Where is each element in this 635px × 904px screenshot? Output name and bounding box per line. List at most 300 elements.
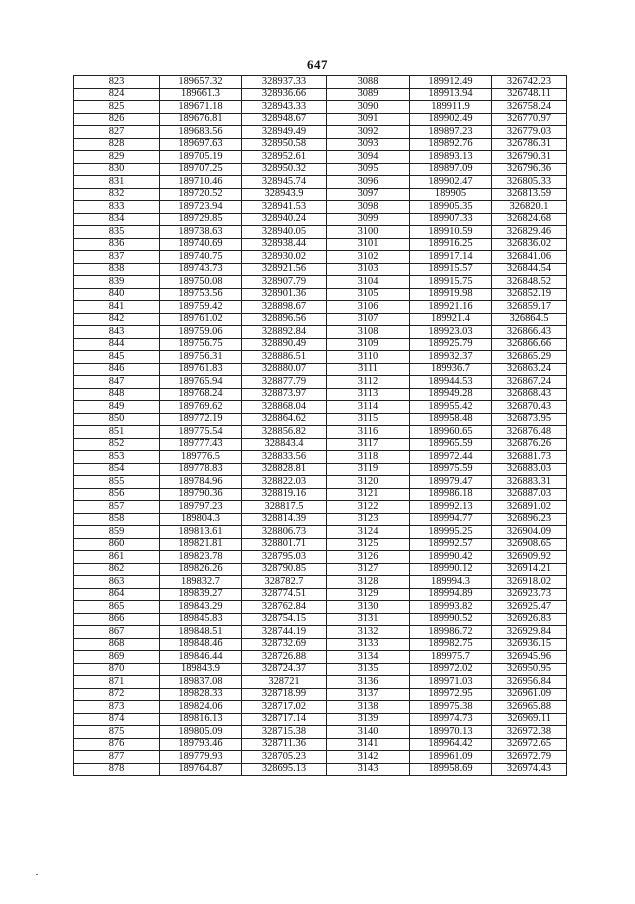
table-row	[74, 551, 567, 564]
y-coordinate-left-cell: 328762.84	[242, 601, 327, 614]
table-row	[74, 451, 567, 464]
y-coordinate-left-cell: 328782.7	[242, 576, 327, 589]
x-coordinate-left-cell: 189740.69	[160, 238, 242, 251]
point-number-right-cell: 3120	[327, 476, 410, 489]
x-coordinate-right-cell: 189975.59	[410, 463, 492, 476]
table-row	[74, 513, 567, 526]
x-coordinate-right-cell: 189990.42	[410, 551, 492, 564]
table-row	[74, 188, 567, 201]
point-number-left-cell: 839	[74, 276, 160, 289]
y-coordinate-left-cell: 328724.37	[242, 663, 327, 676]
y-coordinate-left-cell: 328717.02	[242, 701, 327, 714]
point-number-left-cell: 869	[74, 651, 160, 664]
point-number-left-cell: 860	[74, 538, 160, 551]
x-coordinate-left-cell: 189777.43	[160, 438, 242, 451]
table-row	[74, 438, 567, 451]
point-number-right-cell: 3111	[327, 363, 410, 376]
x-coordinate-left-cell: 189821.81	[160, 538, 242, 551]
x-coordinate-right-cell: 189897.09	[410, 163, 492, 176]
x-coordinate-right-cell: 189916.25	[410, 238, 492, 251]
x-coordinate-left-cell: 189804.3	[160, 513, 242, 526]
y-coordinate-right-cell: 326961.09	[492, 688, 567, 701]
y-coordinate-left-cell: 328945.74	[242, 176, 327, 189]
point-number-right-cell: 3131	[327, 613, 410, 626]
x-coordinate-left-cell: 189848.46	[160, 638, 242, 651]
x-coordinate-right-cell: 189974.73	[410, 713, 492, 726]
table-row	[74, 538, 567, 551]
x-coordinate-left-cell: 189837.08	[160, 676, 242, 689]
y-coordinate-left-cell: 328864.62	[242, 413, 327, 426]
point-number-left-cell: 833	[74, 201, 160, 214]
x-coordinate-right-cell: 189982.75	[410, 638, 492, 651]
x-coordinate-right-cell: 189925.79	[410, 338, 492, 351]
x-coordinate-left-cell: 189705.19	[160, 151, 242, 164]
x-coordinate-right-cell: 189905.35	[410, 201, 492, 214]
x-coordinate-right-cell: 189936.7	[410, 363, 492, 376]
point-number-left-cell: 854	[74, 463, 160, 476]
y-coordinate-right-cell: 326790.31	[492, 151, 567, 164]
x-coordinate-right-cell: 189972.95	[410, 688, 492, 701]
point-number-left-cell: 863	[74, 576, 160, 589]
y-coordinate-left-cell: 328754.15	[242, 613, 327, 626]
y-coordinate-left-cell: 328726.88	[242, 651, 327, 664]
point-number-left-cell: 855	[74, 476, 160, 489]
y-coordinate-right-cell: 326805.33	[492, 176, 567, 189]
x-coordinate-right-cell: 189994.3	[410, 576, 492, 589]
point-number-right-cell: 3096	[327, 176, 410, 189]
y-coordinate-right-cell: 326974.43	[492, 763, 567, 776]
table-row	[74, 376, 567, 389]
table-row	[74, 176, 567, 189]
point-number-right-cell: 3097	[327, 188, 410, 201]
y-coordinate-right-cell: 326841.06	[492, 251, 567, 264]
y-coordinate-right-cell: 326891.02	[492, 501, 567, 514]
y-coordinate-left-cell: 328806.73	[242, 526, 327, 539]
point-number-left-cell: 832	[74, 188, 160, 201]
table-row	[74, 301, 567, 314]
point-number-right-cell: 3126	[327, 551, 410, 564]
x-coordinate-left-cell: 189805.09	[160, 726, 242, 739]
x-coordinate-right-cell: 189986.72	[410, 626, 492, 639]
point-number-left-cell: 852	[74, 438, 160, 451]
table-row	[74, 526, 567, 539]
y-coordinate-right-cell: 326836.02	[492, 238, 567, 251]
y-coordinate-left-cell: 328868.04	[242, 401, 327, 414]
point-number-right-cell: 3122	[327, 501, 410, 514]
point-number-left-cell: 861	[74, 551, 160, 564]
point-number-right-cell: 3098	[327, 201, 410, 214]
point-number-left-cell: 843	[74, 326, 160, 339]
point-number-left-cell: 878	[74, 763, 160, 776]
y-coordinate-right-cell: 326866.43	[492, 326, 567, 339]
table-row	[74, 601, 567, 614]
x-coordinate-right-cell: 189892.76	[410, 138, 492, 151]
point-number-left-cell: 823	[74, 76, 160, 89]
x-coordinate-left-cell: 189832.7	[160, 576, 242, 589]
point-number-right-cell: 3119	[327, 463, 410, 476]
x-coordinate-left-cell: 189729.85	[160, 213, 242, 226]
point-number-left-cell: 866	[74, 613, 160, 626]
point-number-right-cell: 3124	[327, 526, 410, 539]
x-coordinate-right-cell: 189905	[410, 188, 492, 201]
x-coordinate-left-cell: 189750.08	[160, 276, 242, 289]
point-number-right-cell: 3127	[327, 563, 410, 576]
x-coordinate-left-cell: 189720.52	[160, 188, 242, 201]
x-coordinate-right-cell: 189971.03	[410, 676, 492, 689]
y-coordinate-left-cell: 328877.79	[242, 376, 327, 389]
table-row	[74, 563, 567, 576]
x-coordinate-right-cell: 189972.02	[410, 663, 492, 676]
point-number-right-cell: 3094	[327, 151, 410, 164]
y-coordinate-right-cell: 326896.23	[492, 513, 567, 526]
point-number-right-cell: 3135	[327, 663, 410, 676]
y-coordinate-left-cell: 328695.13	[242, 763, 327, 776]
y-coordinate-left-cell: 328715.38	[242, 726, 327, 739]
x-coordinate-left-cell: 189657.32	[160, 76, 242, 89]
y-coordinate-right-cell: 326866.66	[492, 338, 567, 351]
y-coordinate-right-cell: 326867.24	[492, 376, 567, 389]
y-coordinate-right-cell: 326824.68	[492, 213, 567, 226]
point-number-right-cell: 3110	[327, 351, 410, 364]
x-coordinate-right-cell: 189965.59	[410, 438, 492, 451]
point-number-left-cell: 840	[74, 288, 160, 301]
y-coordinate-right-cell: 326742.23	[492, 76, 567, 89]
point-number-right-cell: 3132	[327, 626, 410, 639]
x-coordinate-left-cell: 189759.06	[160, 326, 242, 339]
y-coordinate-right-cell: 326965.88	[492, 701, 567, 714]
scan-speck	[36, 874, 38, 875]
point-number-left-cell: 834	[74, 213, 160, 226]
table-row	[74, 276, 567, 289]
x-coordinate-left-cell: 189768.24	[160, 388, 242, 401]
point-number-left-cell: 835	[74, 226, 160, 239]
point-number-left-cell: 868	[74, 638, 160, 651]
point-number-right-cell: 3103	[327, 263, 410, 276]
y-coordinate-right-cell: 326908.65	[492, 538, 567, 551]
y-coordinate-right-cell: 326914.21	[492, 563, 567, 576]
x-coordinate-right-cell: 189975.7	[410, 651, 492, 664]
y-coordinate-left-cell: 328937.33	[242, 76, 327, 89]
x-coordinate-right-cell: 189993.82	[410, 601, 492, 614]
y-coordinate-left-cell: 328744.19	[242, 626, 327, 639]
x-coordinate-right-cell: 189902.47	[410, 176, 492, 189]
y-coordinate-left-cell: 328801.71	[242, 538, 327, 551]
y-coordinate-right-cell: 326972.79	[492, 751, 567, 764]
x-coordinate-left-cell: 189775.54	[160, 426, 242, 439]
x-coordinate-right-cell: 189944.53	[410, 376, 492, 389]
x-coordinate-left-cell: 189753.56	[160, 288, 242, 301]
table-row	[74, 638, 567, 651]
table-row	[74, 413, 567, 426]
y-coordinate-right-cell: 326863.24	[492, 363, 567, 376]
point-number-right-cell: 3129	[327, 588, 410, 601]
y-coordinate-right-cell: 326873.95	[492, 413, 567, 426]
point-number-left-cell: 825	[74, 101, 160, 114]
point-number-right-cell: 3088	[327, 76, 410, 89]
y-coordinate-left-cell: 328814.39	[242, 513, 327, 526]
point-number-right-cell: 3114	[327, 401, 410, 414]
table-row	[74, 588, 567, 601]
x-coordinate-right-cell: 189913.94	[410, 88, 492, 101]
point-number-left-cell: 826	[74, 113, 160, 126]
point-number-left-cell: 864	[74, 588, 160, 601]
point-number-left-cell: 841	[74, 301, 160, 314]
y-coordinate-left-cell: 328940.05	[242, 226, 327, 239]
table-row	[74, 663, 567, 676]
table-row	[74, 676, 567, 689]
point-number-right-cell: 3109	[327, 338, 410, 351]
x-coordinate-right-cell: 189911.9	[410, 101, 492, 114]
table-row	[74, 463, 567, 476]
y-coordinate-right-cell: 326865.29	[492, 351, 567, 364]
x-coordinate-left-cell: 189778.83	[160, 463, 242, 476]
point-number-right-cell: 3106	[327, 301, 410, 314]
y-coordinate-left-cell: 328921.56	[242, 263, 327, 276]
point-number-left-cell: 874	[74, 713, 160, 726]
y-coordinate-left-cell: 328952.61	[242, 151, 327, 164]
point-number-right-cell: 3125	[327, 538, 410, 551]
x-coordinate-left-cell: 189707.25	[160, 163, 242, 176]
x-coordinate-right-cell: 189979.47	[410, 476, 492, 489]
point-number-right-cell: 3133	[327, 638, 410, 651]
y-coordinate-left-cell: 328828.81	[242, 463, 327, 476]
x-coordinate-right-cell: 189994.77	[410, 513, 492, 526]
point-number-left-cell: 850	[74, 413, 160, 426]
y-coordinate-right-cell: 326820.1	[492, 201, 567, 214]
x-coordinate-left-cell: 189756.75	[160, 338, 242, 351]
x-coordinate-left-cell: 189743.73	[160, 263, 242, 276]
point-number-left-cell: 846	[74, 363, 160, 376]
table-row	[74, 238, 567, 251]
y-coordinate-right-cell: 326972.65	[492, 738, 567, 751]
point-number-left-cell: 842	[74, 313, 160, 326]
point-number-left-cell: 847	[74, 376, 160, 389]
y-coordinate-left-cell: 328938.44	[242, 238, 327, 251]
point-number-right-cell: 3089	[327, 88, 410, 101]
y-coordinate-right-cell: 326972.38	[492, 726, 567, 739]
y-coordinate-right-cell: 326844.54	[492, 263, 567, 276]
x-coordinate-right-cell: 189992.13	[410, 501, 492, 514]
x-coordinate-right-cell: 189992.57	[410, 538, 492, 551]
table-row	[74, 763, 567, 776]
x-coordinate-left-cell: 189790.36	[160, 488, 242, 501]
point-number-left-cell: 875	[74, 726, 160, 739]
point-number-left-cell: 856	[74, 488, 160, 501]
x-coordinate-left-cell: 189765.94	[160, 376, 242, 389]
x-coordinate-right-cell: 189902.49	[410, 113, 492, 126]
x-coordinate-left-cell: 189839.27	[160, 588, 242, 601]
point-number-left-cell: 853	[74, 451, 160, 464]
y-coordinate-left-cell: 328774.51	[242, 588, 327, 601]
y-coordinate-left-cell: 328732.69	[242, 638, 327, 651]
y-coordinate-left-cell: 328949.49	[242, 126, 327, 139]
x-coordinate-left-cell: 189813.61	[160, 526, 242, 539]
x-coordinate-right-cell: 189958.48	[410, 413, 492, 426]
x-coordinate-left-cell: 189683.56	[160, 126, 242, 139]
table-row	[74, 726, 567, 739]
point-number-right-cell: 3136	[327, 676, 410, 689]
x-coordinate-right-cell: 189915.75	[410, 276, 492, 289]
y-coordinate-right-cell: 326904.09	[492, 526, 567, 539]
y-coordinate-left-cell: 328711.36	[242, 738, 327, 751]
table-row	[74, 226, 567, 239]
x-coordinate-right-cell: 189995.25	[410, 526, 492, 539]
point-number-right-cell: 3090	[327, 101, 410, 114]
table-row	[74, 213, 567, 226]
point-number-right-cell: 3102	[327, 251, 410, 264]
y-coordinate-right-cell: 326887.03	[492, 488, 567, 501]
x-coordinate-right-cell: 189990.52	[410, 613, 492, 626]
y-coordinate-left-cell: 328790.85	[242, 563, 327, 576]
table-row	[74, 201, 567, 214]
table-row	[74, 501, 567, 514]
table-row	[74, 263, 567, 276]
x-coordinate-left-cell: 189740.75	[160, 251, 242, 264]
point-number-right-cell: 3142	[327, 751, 410, 764]
x-coordinate-right-cell: 189990.12	[410, 563, 492, 576]
x-coordinate-right-cell: 189921.4	[410, 313, 492, 326]
x-coordinate-right-cell: 189893.13	[410, 151, 492, 164]
y-coordinate-left-cell: 328833.56	[242, 451, 327, 464]
x-coordinate-right-cell: 189915.57	[410, 263, 492, 276]
point-number-right-cell: 3138	[327, 701, 410, 714]
y-coordinate-left-cell: 328943.33	[242, 101, 327, 114]
y-coordinate-right-cell: 326770.97	[492, 113, 567, 126]
point-number-right-cell: 3128	[327, 576, 410, 589]
y-coordinate-right-cell: 326813.59	[492, 188, 567, 201]
table-row	[74, 113, 567, 126]
x-coordinate-right-cell: 189975.38	[410, 701, 492, 714]
y-coordinate-right-cell: 326852.19	[492, 288, 567, 301]
y-coordinate-left-cell: 328795.03	[242, 551, 327, 564]
x-coordinate-left-cell: 189723.94	[160, 201, 242, 214]
x-coordinate-left-cell: 189797.23	[160, 501, 242, 514]
point-number-left-cell: 836	[74, 238, 160, 251]
point-number-right-cell: 3116	[327, 426, 410, 439]
y-coordinate-right-cell: 326868.43	[492, 388, 567, 401]
y-coordinate-left-cell: 328817.5	[242, 501, 327, 514]
y-coordinate-left-cell: 328948.67	[242, 113, 327, 126]
x-coordinate-right-cell: 189970.13	[410, 726, 492, 739]
table-row	[74, 476, 567, 489]
x-coordinate-left-cell: 189764.87	[160, 763, 242, 776]
table-row	[74, 288, 567, 301]
y-coordinate-right-cell: 326748.11	[492, 88, 567, 101]
point-number-left-cell: 859	[74, 526, 160, 539]
x-coordinate-right-cell: 189917.14	[410, 251, 492, 264]
x-coordinate-right-cell: 189961.09	[410, 751, 492, 764]
point-number-right-cell: 3140	[327, 726, 410, 739]
table-row	[74, 688, 567, 701]
y-coordinate-right-cell: 326876.26	[492, 438, 567, 451]
point-number-right-cell: 3095	[327, 163, 410, 176]
point-number-left-cell: 824	[74, 88, 160, 101]
point-number-left-cell: 827	[74, 126, 160, 139]
y-coordinate-left-cell: 328822.03	[242, 476, 327, 489]
y-coordinate-right-cell: 326883.31	[492, 476, 567, 489]
point-number-left-cell: 851	[74, 426, 160, 439]
x-coordinate-left-cell: 189816.13	[160, 713, 242, 726]
x-coordinate-left-cell: 189846.44	[160, 651, 242, 664]
x-coordinate-left-cell: 189824.06	[160, 701, 242, 714]
x-coordinate-left-cell: 189779.93	[160, 751, 242, 764]
y-coordinate-left-cell: 328936.66	[242, 88, 327, 101]
table-row	[74, 326, 567, 339]
point-number-left-cell: 848	[74, 388, 160, 401]
x-coordinate-right-cell: 189932.37	[410, 351, 492, 364]
y-coordinate-right-cell: 326779.03	[492, 126, 567, 139]
y-coordinate-right-cell: 326870.43	[492, 401, 567, 414]
y-coordinate-right-cell: 326918.02	[492, 576, 567, 589]
point-number-left-cell: 845	[74, 351, 160, 364]
x-coordinate-right-cell: 189986.18	[410, 488, 492, 501]
x-coordinate-right-cell: 189912.49	[410, 76, 492, 89]
y-coordinate-right-cell: 326829.46	[492, 226, 567, 239]
table-row	[74, 163, 567, 176]
table-row	[74, 751, 567, 764]
table-row	[74, 576, 567, 589]
y-coordinate-left-cell: 328721	[242, 676, 327, 689]
x-coordinate-left-cell: 189848.51	[160, 626, 242, 639]
y-coordinate-left-cell: 328705.23	[242, 751, 327, 764]
point-number-right-cell: 3101	[327, 238, 410, 251]
point-number-left-cell: 865	[74, 601, 160, 614]
y-coordinate-right-cell: 326796.36	[492, 163, 567, 176]
y-coordinate-right-cell: 326859.17	[492, 301, 567, 314]
x-coordinate-right-cell: 189907.33	[410, 213, 492, 226]
table-row	[74, 738, 567, 751]
point-number-right-cell: 3121	[327, 488, 410, 501]
table-row	[74, 76, 567, 89]
table-row	[74, 426, 567, 439]
y-coordinate-left-cell: 328896.56	[242, 313, 327, 326]
y-coordinate-left-cell: 328930.02	[242, 251, 327, 264]
table-row	[74, 88, 567, 101]
x-coordinate-right-cell: 189958.69	[410, 763, 492, 776]
y-coordinate-right-cell: 326881.73	[492, 451, 567, 464]
coordinates-table	[73, 75, 567, 776]
x-coordinate-left-cell: 189823.78	[160, 551, 242, 564]
x-coordinate-right-cell: 189897.23	[410, 126, 492, 139]
y-coordinate-right-cell: 326925.47	[492, 601, 567, 614]
y-coordinate-right-cell: 326909.92	[492, 551, 567, 564]
y-coordinate-right-cell: 326926.83	[492, 613, 567, 626]
y-coordinate-right-cell: 326923.73	[492, 588, 567, 601]
x-coordinate-right-cell: 189960.65	[410, 426, 492, 439]
point-number-right-cell: 3100	[327, 226, 410, 239]
y-coordinate-right-cell: 326956.84	[492, 676, 567, 689]
coordinates-table-body	[74, 76, 567, 776]
y-coordinate-right-cell: 326936.15	[492, 638, 567, 651]
point-number-right-cell: 3092	[327, 126, 410, 139]
x-coordinate-right-cell: 189910.59	[410, 226, 492, 239]
x-coordinate-left-cell: 189793.46	[160, 738, 242, 751]
x-coordinate-left-cell: 189784.96	[160, 476, 242, 489]
point-number-right-cell: 3141	[327, 738, 410, 751]
y-coordinate-left-cell: 328718.99	[242, 688, 327, 701]
point-number-left-cell: 844	[74, 338, 160, 351]
x-coordinate-left-cell: 189843.9	[160, 663, 242, 676]
point-number-left-cell: 831	[74, 176, 160, 189]
table-row	[74, 613, 567, 626]
y-coordinate-right-cell: 326848.52	[492, 276, 567, 289]
point-number-left-cell: 849	[74, 401, 160, 414]
point-number-right-cell: 3143	[327, 763, 410, 776]
table-row	[74, 651, 567, 664]
y-coordinate-left-cell: 328940.24	[242, 213, 327, 226]
y-coordinate-right-cell: 326950.95	[492, 663, 567, 676]
x-coordinate-right-cell: 189921.16	[410, 301, 492, 314]
